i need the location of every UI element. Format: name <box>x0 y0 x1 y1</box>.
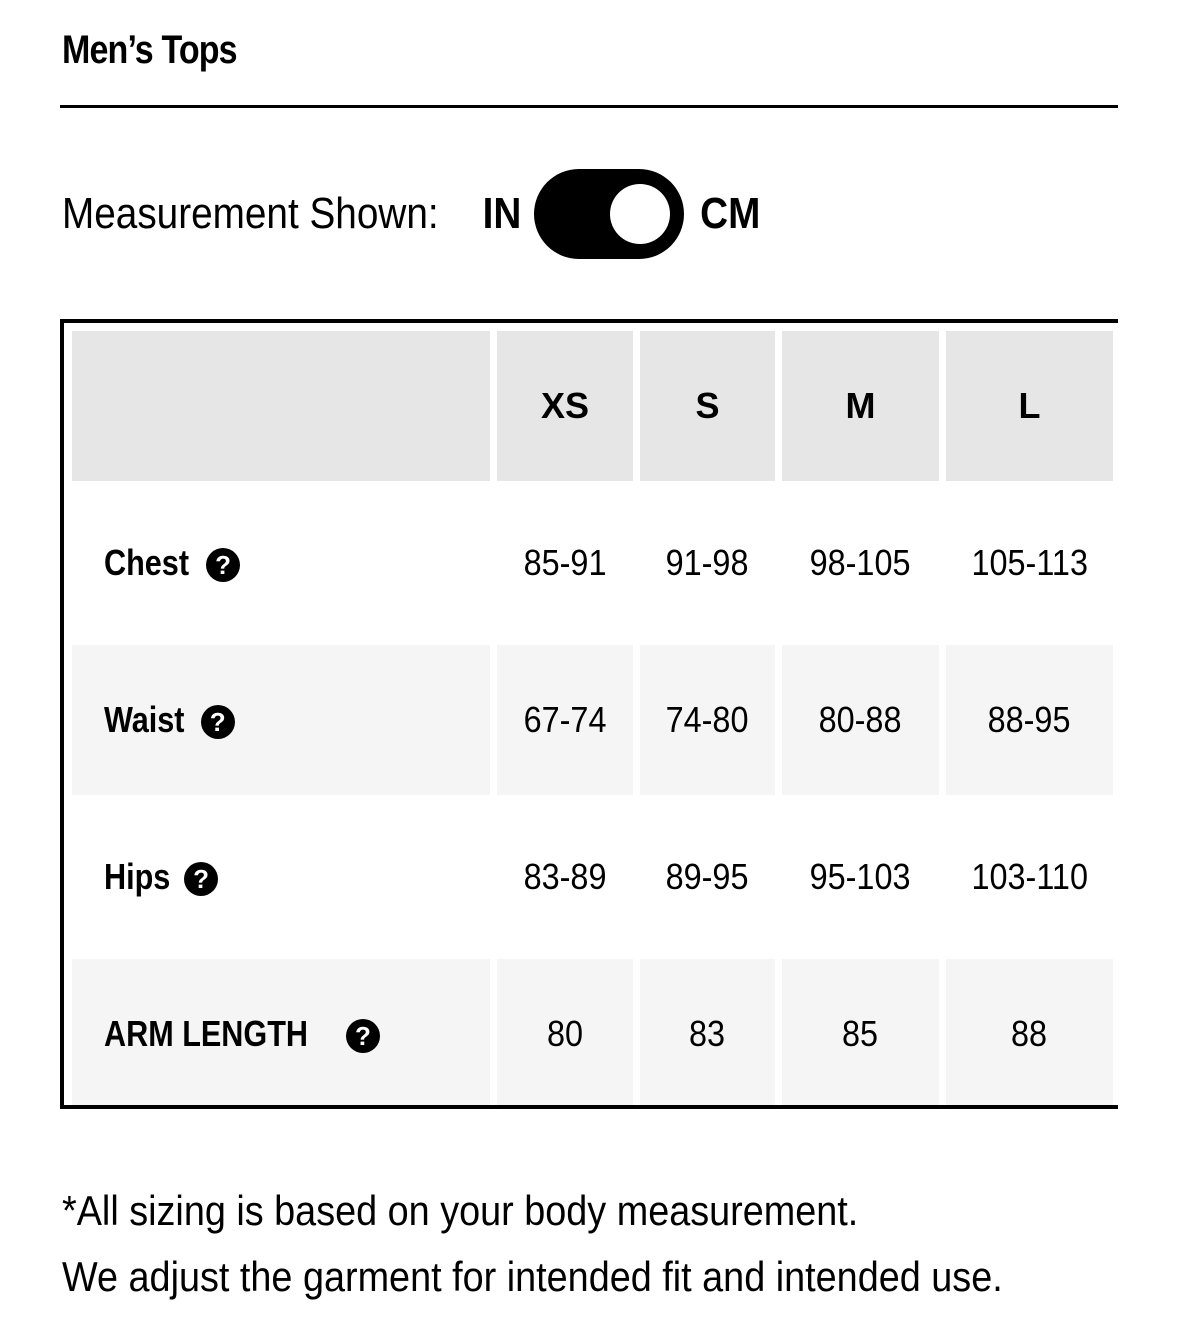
unit-in-label[interactable]: IN <box>482 189 522 238</box>
unit-cm-label[interactable]: CM <box>700 189 761 238</box>
cell-value: 85-91 <box>523 542 607 583</box>
row-label: ARM LENGTH <box>104 1013 308 1054</box>
header-size: S <box>640 331 775 481</box>
header-empty <box>72 331 490 481</box>
header-size: M <box>782 331 939 481</box>
cell-value: 91-98 <box>666 542 749 583</box>
size-table-container[interactable] <box>60 319 1118 1109</box>
header-size: L <box>946 331 1113 481</box>
cell-value: 88-95 <box>988 699 1071 740</box>
help-icon[interactable]: ? <box>206 548 240 582</box>
cell-value: 80 <box>546 1013 584 1054</box>
footnote <box>62 1178 1003 1310</box>
cell-value: 95-103 <box>810 856 911 897</box>
cell-value: 85 <box>842 1013 879 1054</box>
help-icon[interactable]: ? <box>184 862 218 896</box>
table-row <box>72 645 1118 795</box>
toggle-knob <box>610 184 670 244</box>
cell-value: 74-80 <box>666 699 749 740</box>
cell-value: 83 <box>689 1013 726 1054</box>
cell-value: 98-105 <box>810 542 911 583</box>
cell-value: 103-110 <box>971 856 1088 897</box>
size-table <box>65 324 1118 1109</box>
row-label: Hips <box>104 856 171 897</box>
footnote-line: *All sizing is based on your body measurement. <box>62 1187 859 1234</box>
cell-value: 105-113 <box>971 542 1088 583</box>
unit-toggle[interactable] <box>534 169 684 259</box>
footnote-line: We adjust the garment for intended fit and intended use. <box>62 1253 1003 1300</box>
measurement-toggle-row <box>62 168 764 260</box>
help-icon[interactable]: ? <box>346 1019 380 1053</box>
row-label: Waist <box>104 699 185 740</box>
page-title: Men’s Tops <box>62 28 237 72</box>
row-label: Chest <box>104 542 190 583</box>
title-divider <box>60 105 1118 108</box>
cell-value: 88 <box>1011 1013 1048 1054</box>
table-header-row <box>72 331 1118 481</box>
table-row <box>72 959 1118 1109</box>
cell-value: 67-74 <box>523 699 607 740</box>
help-icon[interactable]: ? <box>201 705 235 739</box>
header-size: XS <box>497 331 633 481</box>
table-row <box>72 488 1118 638</box>
cell-value: 89-95 <box>666 856 749 897</box>
cell-value: 80-88 <box>819 699 902 740</box>
table-row <box>72 802 1118 952</box>
cell-value: 83-89 <box>523 856 607 897</box>
measurement-label: Measurement Shown: <box>62 189 439 238</box>
